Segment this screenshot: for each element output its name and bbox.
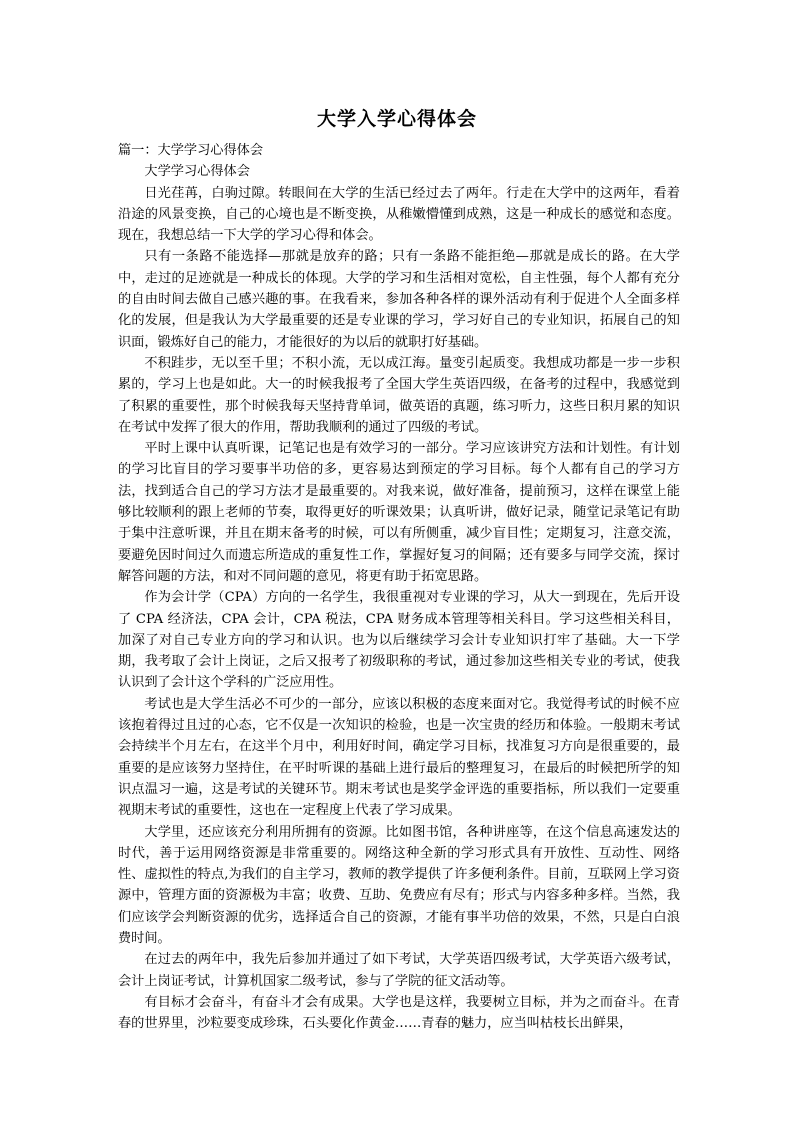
paragraph-7: 大学里，还应该充分利用所拥有的资源。比如图书馆，各种讲座等，在这个信息高速发达的时代，善于运用网络资源是非常重要的。网络这种全新的学习形式具有开放性、互动性、网络性、虚拟性的特点,为我们的自主学习，教师的教学提供了许多便利条件。目前，互联网上学习资源中，管理方面的资源极为丰富；收费、互助、免费应有尽有；形式与内容多种多样。当然，我们应该学会判断资源的优劣，选择适合自己的资源，才能有事半功倍的效果，不然，只是白白浪费时间。 bbox=[118, 824, 680, 946]
subheading: 大学学习心得体会 bbox=[144, 164, 250, 180]
document-title: 大学入学心得体会 bbox=[316, 108, 477, 130]
paragraph-8: 在过去的两年中，我先后参加并通过了如下考试，大学英语四级考试，大学英语六级考试，会计上岗证考试，计算机国家二级考试，参与了学院的征文活动等。 bbox=[118, 952, 680, 989]
document-body bbox=[118, 140, 680, 1034]
paragraph-2: 只有一条路不能选择—那就是放弃的路；只有一条路不能拒绝—那就是成长的路。在大学中，走过的足迹就是一种成长的体现。大学的学习和生活相对宽松，自主性强，每个人都有充分的自由时间去做自己感兴趣的事。在我看来，参加各种各样的课外活动有利于促进个人全面多样化的发展，但是我认为大学最重要的还是专业课的学习，学习好自己的专业知识，拓展自己的知识面，锻炼好自己的能力，才能很好的为以后的就职打好基础。 bbox=[118, 249, 680, 350]
paragraph-1: 日光荏苒，白驹过隙。转眼间在大学的生活已经过去了两年。行走在大学中的这两年，看着沿途的风景变换，自己的心境也是不断变换，从稚嫩懵懂到成熟，这是一种成长的感觉和态度。现在，我想总结一下大学的学习心得和体会。 bbox=[118, 185, 680, 244]
paragraph-4: 平时上课中认真听课，记笔记也是有效学习的一部分。学习应该讲究方法和计划性。有计划的学习比盲目的学习要事半功倍的多，更容易达到预定的学习目标。每个人都有自己的学习方法，找到适合自己的学习方法才是最重要的。对我来说，做好准备，提前预习，这样在课堂上能够比较顺利的跟上老师的节奏，取得更好的听课效果；认真听讲，做好记录，随堂记录笔记有助于集中注意听课，并且在期末备考的时候，可以有所侧重，减少盲目性；定期复习，注意交流，要避免因时间过久而遗忘所造成的重复性工作，掌握好复习的间隔；还有要多与同学交流，探讨解答问题的方法，和对不同问题的意见，将更有助于拓宽思路。 bbox=[118, 441, 680, 584]
paragraph-5: 作为会计学（CPA）方向的一名学生，我很重视对专业课的学习，从大一到现在，先后开设了 CPA 经济法，CPA 会计，CPA 税法，CPA 财务成本管理等相关科目。学习这些相关科目，加深了对自己专业方向的学习和认识。也为以后继续学习会计专业知识打牢了基础。大一下学期，我考取了会计上岗证，之后又报考了初级职称的考试，通过参加这些相关专业的考试，使我认识到了会计这个学科的广泛应用性。 bbox=[118, 590, 680, 691]
paragraph-6: 考试也是大学生活必不可少的一部分，应该以积极的态度来面对它。我觉得考试的时候不应该抱着得过且过的心态，它不仅是一次知识的检验，也是一次宝贵的经历和体验。一般期末考试会持续半个月左右，在这半个月中，利用好时间，确定学习目标，找准复习方向是很重要的，最重要的是应该努力坚持住，在平时听课的基础上进行最后的整理复习，在最后的时候把所学的知识点温习一遍，这是考试的关键环节。期末考试也是奖学金评选的重要指标，所以我们一定要重视期末考试的重要性，这也在一定程度上代表了学习成果。 bbox=[118, 696, 680, 819]
paragraph-9: 有目标才会奋斗，有奋斗才会有成果。大学也是这样，我要树立目标，并为之而奋斗。在青春的世界里，沙粒要变成珍珠，石头要化作黄金……青春的魅力，应当叫枯枝长出鲜果， bbox=[118, 994, 680, 1032]
section-heading: 篇一：大学学习心得体会 bbox=[118, 143, 264, 158]
paragraph-3: 不积跬步，无以至千里；不积小流，无以成江海。量变引起质变。我想成功都是一步一步积累的，学习上也是如此。大一的时候我报考了全国大学生英语四级，在备考的过程中，我感觉到了积累的重要性，那个时候我每天坚持背单词，做英语的真题，练习听力，这些日积月累的知识在考试中发挥了很大的作用，帮助我顺利的通过了四级的考试。 bbox=[118, 355, 680, 435]
